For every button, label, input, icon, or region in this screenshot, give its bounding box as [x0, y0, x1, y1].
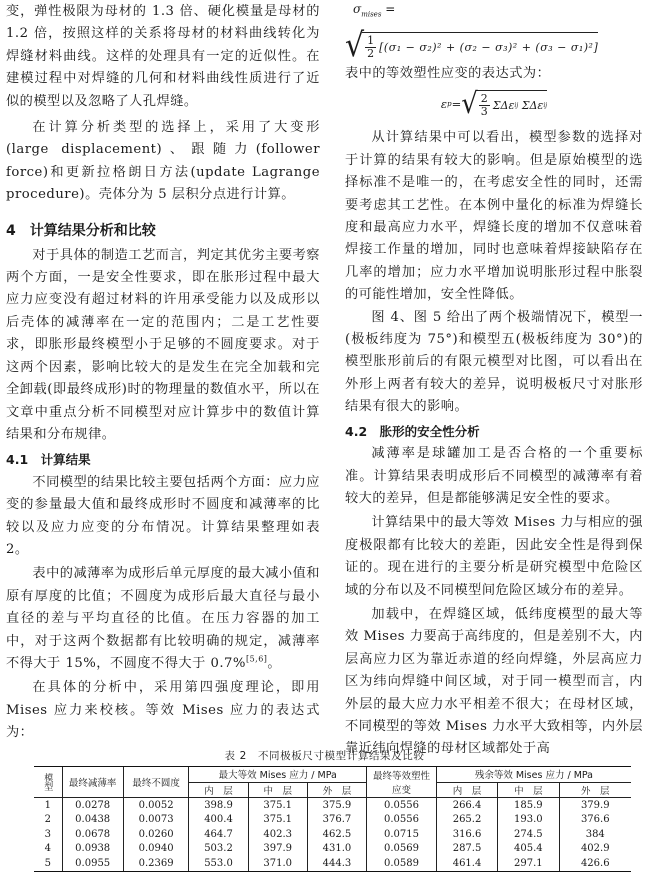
- table-row: [34, 827, 631, 842]
- paragraph-mises-safety: 计算结果中的最大等效 Mises 力与相应的强度极限都有比较大的差距，因此安全性是得到保证的。现在进行的主要分析是研究模型中危险区域的分布以及不同模型间危险区域分布的差异。: [345, 515, 643, 598]
- cell: 0.0556: [367, 813, 437, 828]
- table-row: [34, 813, 631, 828]
- paragraph-analysis-type: 在计算分析类型的选择上，采用了大变形(large displacement)、跟随力(follower force)和更新拉格朗日方法(update Lagrange procedure)。壳体分为 5 层积分点进行计算。: [6, 120, 320, 203]
- cell: 0.0938: [62, 842, 123, 857]
- equals-sign: =: [381, 2, 396, 16]
- cell: 0.0678: [62, 827, 123, 842]
- cell: 400.4: [189, 813, 248, 828]
- cell: 0.0260: [123, 827, 189, 842]
- epsilon-symbol: ε: [440, 97, 448, 112]
- paragraph-figure-comparison: 图 4、图 5 给出了两个极端情况下，模型一(极板纬度为 75°)和模型五(极板纬度为 30°)的模型胀形前后的有限元模型对比图，可以看出在外形上两者有较大的差异，说明极板尺寸对胀形结果有很大的影响。: [345, 309, 643, 415]
- cell: 402.3: [248, 827, 307, 842]
- cell: 0.2369: [123, 856, 189, 871]
- cell: 553.0: [189, 856, 248, 871]
- cell: 193.0: [498, 813, 559, 828]
- cell: 265.2: [436, 813, 497, 828]
- cell: 3: [44, 828, 51, 840]
- cell: 297.1: [498, 856, 559, 871]
- strain-increment-sum-1: ΣΔε: [492, 99, 515, 113]
- paragraph-material-curve: 变，弹性极限为母材的 1.3 倍、硬化模量是母材的 1.2 倍，按照这样的关系将母材的材料曲线转化为焊缝材料曲线。这样的处理具有一定的近似性。在建模过程中对焊缝的几何和材料曲线性质进行了近似的模型以及忽略了人孔焊缝。: [6, 4, 320, 109]
- cell: 462.5: [307, 827, 366, 842]
- cell: 402.9: [559, 842, 631, 857]
- cell: 375.1: [248, 798, 307, 813]
- cell: 384: [559, 827, 631, 842]
- cell: 0.0073: [123, 813, 189, 828]
- cell: 503.2: [189, 842, 248, 857]
- plastic-strain-formula: [345, 85, 643, 123]
- cell: 371.0: [248, 856, 307, 871]
- cell: 0.0052: [123, 798, 189, 813]
- right-column: [345, 0, 643, 761]
- cell: 376.6: [559, 813, 631, 828]
- table-row: [34, 798, 631, 813]
- strain-increment-sum-2: ΣΔε: [521, 99, 544, 113]
- cell: 4: [44, 843, 51, 855]
- ij-subscript-1: ij: [514, 102, 519, 110]
- cell: 0.0589: [367, 856, 437, 871]
- table-row: [34, 856, 631, 871]
- paragraph-model-parameters: 从计算结果中可以看出，模型参数的选择对于计算的结果有较大的影响。但是原始模型的选择标准不是唯一的，在考虑安全性的同时，还需要考虑其工艺性。在本例中量化的标准为焊缝长度和最高应力水平，焊缝长度的增加不仅意味着焊接工作量的增加，同时也意味着焊接缺陷存在几率的增加；应力水平增加说明胀形过程中胀裂的可能性增加，安全性降低。: [345, 130, 643, 303]
- table-caption: 表 2 不同极板尺寸模型计算结果及比较: [224, 750, 425, 762]
- cell: 376.7: [307, 813, 366, 828]
- cell: 5: [34, 856, 62, 871]
- cell: 0.0715: [367, 827, 437, 842]
- header-thinning: 最终减薄率: [62, 767, 123, 798]
- ij-subscript-2: ij: [543, 102, 548, 110]
- square-root-icon-2: √: [461, 87, 478, 121]
- two-thirds-fraction: $\frac{2}{3}$: [480, 92, 488, 119]
- section-4-2-heading: 4.2 胀形的安全性分析: [345, 423, 480, 439]
- cell: 461.4: [436, 856, 497, 871]
- header-max-mises: 最大等效 Mises 应力 / MPa: [189, 767, 367, 783]
- header-model: 模型: [34, 767, 62, 798]
- cell: 398.9: [189, 798, 248, 813]
- paragraph-loading-analysis: 加载中，在焊缝区域，低纬度模型的最大等效 Mises 力要高于高纬度的，但是差别不大，内层高应力区为靠近赤道的经向焊缝，外层高应力区为纬向焊缝中间区域，对于同一模型而言，内外层的最大应力水平相差不很大；在母材区域，不同模型的等效 Mises 力水平大致相等，内外层靠近纬向焊缝的母材区域都处于高: [345, 606, 643, 757]
- paragraph-comparison-aspects: 不同模型的结果比较主要包括两个方面：应力应变的参量最大值和最终成形时不圆度和减薄率的比较以及应力应变的分布情况。计算结果整理如表 2。: [6, 474, 320, 557]
- cell: 0.0940: [123, 842, 189, 857]
- thinning-definition-end: 。: [267, 655, 282, 671]
- stress-difference-sum: [(σ₁ − σ₂)² + (σ₂ − σ₃)² + (σ₃ − σ₁)²]: [379, 41, 599, 54]
- cell: 0.0556: [367, 798, 437, 813]
- cell: 274.5: [498, 827, 559, 842]
- mises-subscript: mises: [361, 10, 382, 19]
- cell: 375.9: [307, 798, 366, 813]
- cell: 426.6: [559, 856, 631, 871]
- header-residual-mises: 残余等效 Mises 应力 / MPa: [436, 767, 631, 783]
- cell: 431.0: [307, 842, 366, 857]
- paragraph-thinning-definition: [6, 563, 320, 675]
- header-max-middle: 中 层: [248, 782, 307, 798]
- section-4-heading: 4 计算结果分析和比较: [6, 222, 156, 239]
- half-fraction: $\frac{1}{2}$: [367, 34, 375, 60]
- sigma-symbol: σ: [353, 2, 362, 16]
- header-max-outer: 外 层: [307, 782, 366, 798]
- mises-formula-lhs: [345, 0, 643, 27]
- cell: 397.9: [248, 842, 307, 857]
- cell: 266.4: [436, 798, 497, 813]
- cell: 0.0955: [62, 856, 123, 871]
- cell: 464.7: [189, 827, 248, 842]
- table-body: [34, 798, 631, 872]
- cell: 379.9: [559, 798, 631, 813]
- cell: 0.0569: [367, 842, 437, 857]
- left-column: [6, 0, 320, 745]
- section-4-1-heading: 4.1 计算结果: [6, 452, 91, 468]
- header-ovality: 最终不圆度: [123, 767, 189, 798]
- cell: 316.6: [436, 827, 497, 842]
- cell: 375.1: [248, 813, 307, 828]
- plastic-superscript: p: [447, 100, 452, 109]
- equals-sign-2: =: [451, 97, 462, 112]
- header-residual-middle: 中 层: [498, 782, 559, 798]
- cell: 185.9: [498, 798, 559, 813]
- header-residual-outer: 外 层: [559, 782, 631, 798]
- citation-reference: [5,6]: [245, 654, 268, 664]
- results-table: [34, 766, 631, 872]
- cell: 405.4: [498, 842, 559, 857]
- paragraph-plastic-strain-intro: 表中的等效塑性应变的表达式为：: [345, 66, 551, 81]
- paragraph-evaluation-criteria: 对于具体的制造工艺而言，判定其优劣主要考察两个方面，一是安全性要求，即在胀形过程中最大应力应变没有超过材料的许用承受能力以及成形以后壳体的减薄率在一定的范围内；二是工艺性要求，即胀形最终模型小于足够的不圆度要求。对于这两个因素，影响比较大的是发生在完全加载和完全卸载(即最终成形)时的物理量的数值水平，所以在文章中重点分析不同模型对应计算步中的数值计算结果和分布规律。: [6, 247, 320, 442]
- square-root-icon: √: [345, 26, 365, 65]
- table-row: [34, 842, 631, 857]
- cell: 0.0278: [62, 798, 123, 813]
- cell: 287.5: [436, 842, 497, 857]
- paragraph-thinning-rate: 减薄率是球罐加工是否合格的一个重要标准。计算结果表明成形后不同模型的减薄率有着较大的差异，但是都能够满足安全性的要求。: [345, 446, 643, 506]
- mises-formula-rhs: [345, 27, 643, 65]
- cell: 444.3: [307, 856, 366, 871]
- cell: 0.0438: [62, 813, 123, 828]
- cell: 2: [44, 814, 51, 826]
- thinning-definition-text: 表中的减薄率为成形后单元厚度的最大减小值和原有厚度的比值；不圆度为成形后最大直径与最小直径的差与平均直径的比值。在压力容器的加工中，对于这两个数据都有比较明确的规定，减薄率不得大于 15%，不圆度不得大于 0.7%: [6, 566, 320, 671]
- header-plastic-strain: 最终等效塑性应变: [367, 767, 437, 798]
- cell: 1: [44, 799, 51, 811]
- header-max-inner: 内 层: [189, 782, 248, 798]
- header-residual-inner: 内 层: [436, 782, 497, 798]
- paragraph-mises-intro: 在具体的分析中，采用第四强度理论，即用 Mises 应力来校核。等效 Mises 应力的表达式为：: [6, 680, 320, 741]
